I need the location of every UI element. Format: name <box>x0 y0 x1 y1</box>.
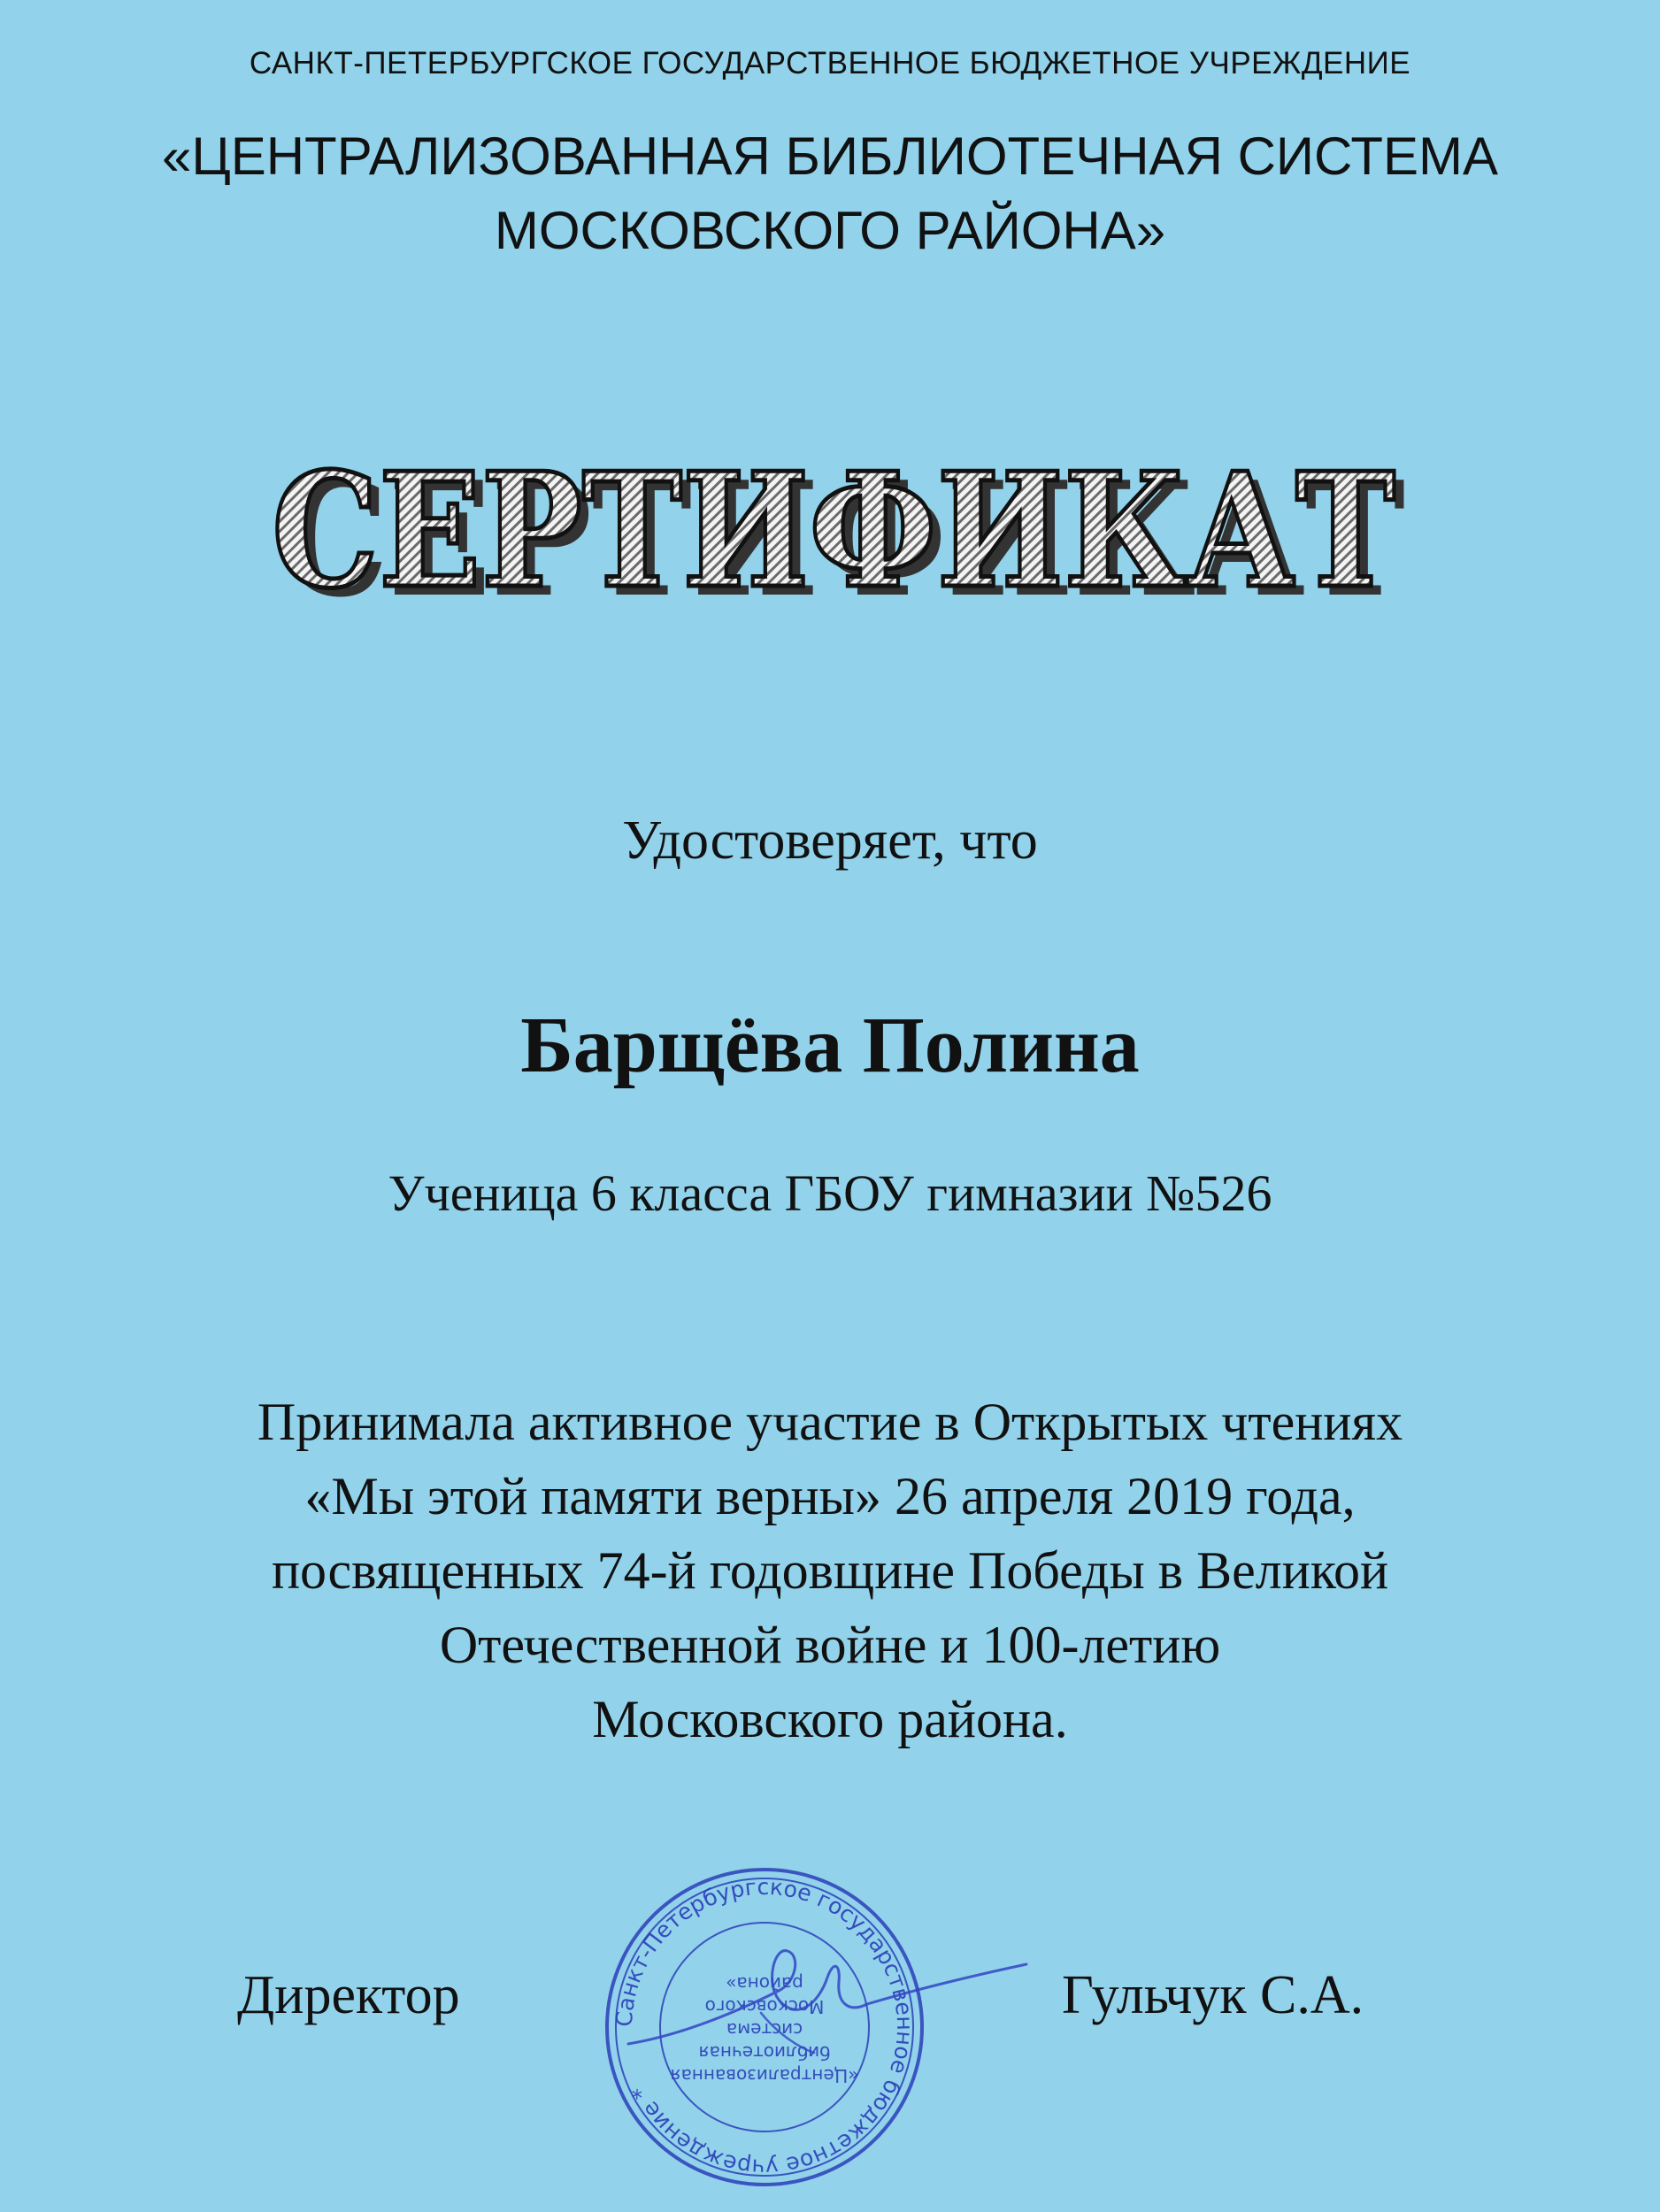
certificate-title <box>257 442 1416 619</box>
certificate-title-art <box>257 442 1416 619</box>
body-line: Московского района. <box>592 1690 1068 1748</box>
certifies-text: Удостоверяет, что <box>622 810 1038 871</box>
certificate-title-text: СЕРТИФИКАТ <box>272 442 1395 619</box>
handwritten-signature <box>575 1929 1035 2062</box>
signature-scribble <box>575 1929 1035 2062</box>
stamp-inner-line: библиотечная <box>698 2042 831 2063</box>
org-name-line2: МОСКОВСКОГО РАЙОНА» <box>494 201 1166 260</box>
person-description: Ученица 6 класса ГБОУ гимназии №526 <box>388 1164 1272 1222</box>
body-line: Отечественной войне и 100-летию <box>439 1616 1221 1674</box>
director-label: Директор <box>237 1965 460 2025</box>
org-type: САНКТ-ПЕТЕРБУРГСКОЕ ГОСУДАРСТВЕННОЕ БЮДЖЕТНОЕ УЧРЕЖДЕНИЕ <box>249 46 1411 81</box>
org-name <box>0 119 1660 268</box>
body-line: посвященных 74-й годовщине Победы в Великой <box>271 1541 1389 1600</box>
stamp-inner-line: «Централизованная <box>670 2065 859 2086</box>
body-line: Принимала активное участие в Открытых чтениях <box>257 1393 1403 1451</box>
org-name-line1: «ЦЕНТРАЛИЗОВАННАЯ БИБЛИОТЕЧНАЯ СИСТЕМА <box>161 127 1499 186</box>
stamp-inner-line: района» <box>726 1973 803 1994</box>
stamp-inner-line: система <box>726 2019 803 2040</box>
certificate-body <box>0 1385 1660 1756</box>
director-name: Гульчук С.А. <box>1062 1965 1364 2025</box>
stamp-inner-line: Московского <box>704 1996 825 2017</box>
certificate-title-shadow: СЕРТИФИКАТ <box>281 447 1405 619</box>
body-line: «Мы этой памяти верны» 26 апреля 2019 года, <box>304 1467 1356 1525</box>
stamp-outer-text: Санкт-Петербургское государственное бюджетное учреждение * <box>611 1873 918 2181</box>
person-name: Барщёва Полина <box>520 1002 1140 1089</box>
